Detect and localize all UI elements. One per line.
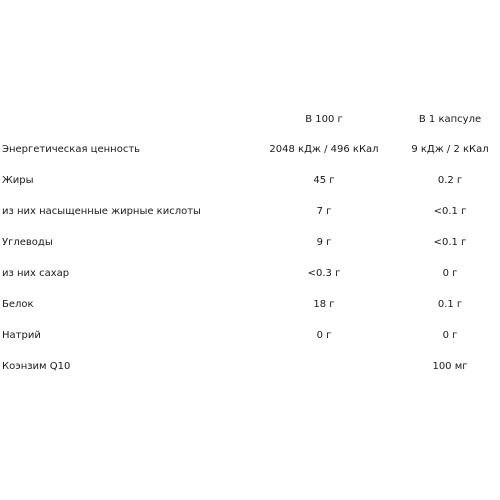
table-row [0, 227, 500, 258]
value-per-capsule: 0.2 г [437, 175, 463, 186]
value-per-100g: 0 г [316, 330, 332, 341]
value-per-capsule: 0.1 г [437, 299, 463, 310]
value-per-100g: 2048 кДж / 496 кКал [269, 144, 379, 155]
nutrient-name: из них насыщенные жирные кислоты [2, 206, 201, 217]
value-per-100g: 9 г [316, 237, 332, 248]
table-row [0, 289, 500, 320]
nutrient-name: из них сахар [2, 268, 70, 279]
table-row [0, 165, 500, 196]
value-per-capsule: <0.1 г [433, 206, 467, 217]
value-per-capsule: 100 мг [432, 361, 468, 372]
value-per-100g: <0.3 г [307, 268, 341, 279]
nutrient-name: Коэнзим Q10 [2, 361, 71, 372]
table-row [0, 258, 500, 289]
nutrient-name: Белок [2, 299, 34, 310]
value-per-100g: 7 г [316, 206, 332, 217]
table-row [0, 351, 500, 382]
nutrient-name: Натрий [2, 330, 41, 341]
value-per-capsule: 9 кДж / 2 кКал [411, 144, 489, 155]
table-row [0, 134, 500, 165]
header-per-capsule: В 1 капсуле [418, 114, 482, 125]
nutrient-name: Энергетическая ценность [2, 144, 141, 155]
header-per-100g: В 100 г [305, 114, 343, 125]
nutrition-table [0, 106, 500, 382]
value-per-100g: 45 г [313, 175, 335, 186]
value-per-capsule: 0 г [442, 268, 458, 279]
nutrient-name: Жиры [2, 175, 34, 186]
table-header-row [0, 106, 500, 134]
value-per-100g: 18 г [313, 299, 335, 310]
value-per-capsule: 0 г [442, 330, 458, 341]
table-row [0, 320, 500, 351]
nutrient-name: Углеводы [2, 237, 53, 248]
value-per-capsule: <0.1 г [433, 237, 467, 248]
table-row [0, 196, 500, 227]
